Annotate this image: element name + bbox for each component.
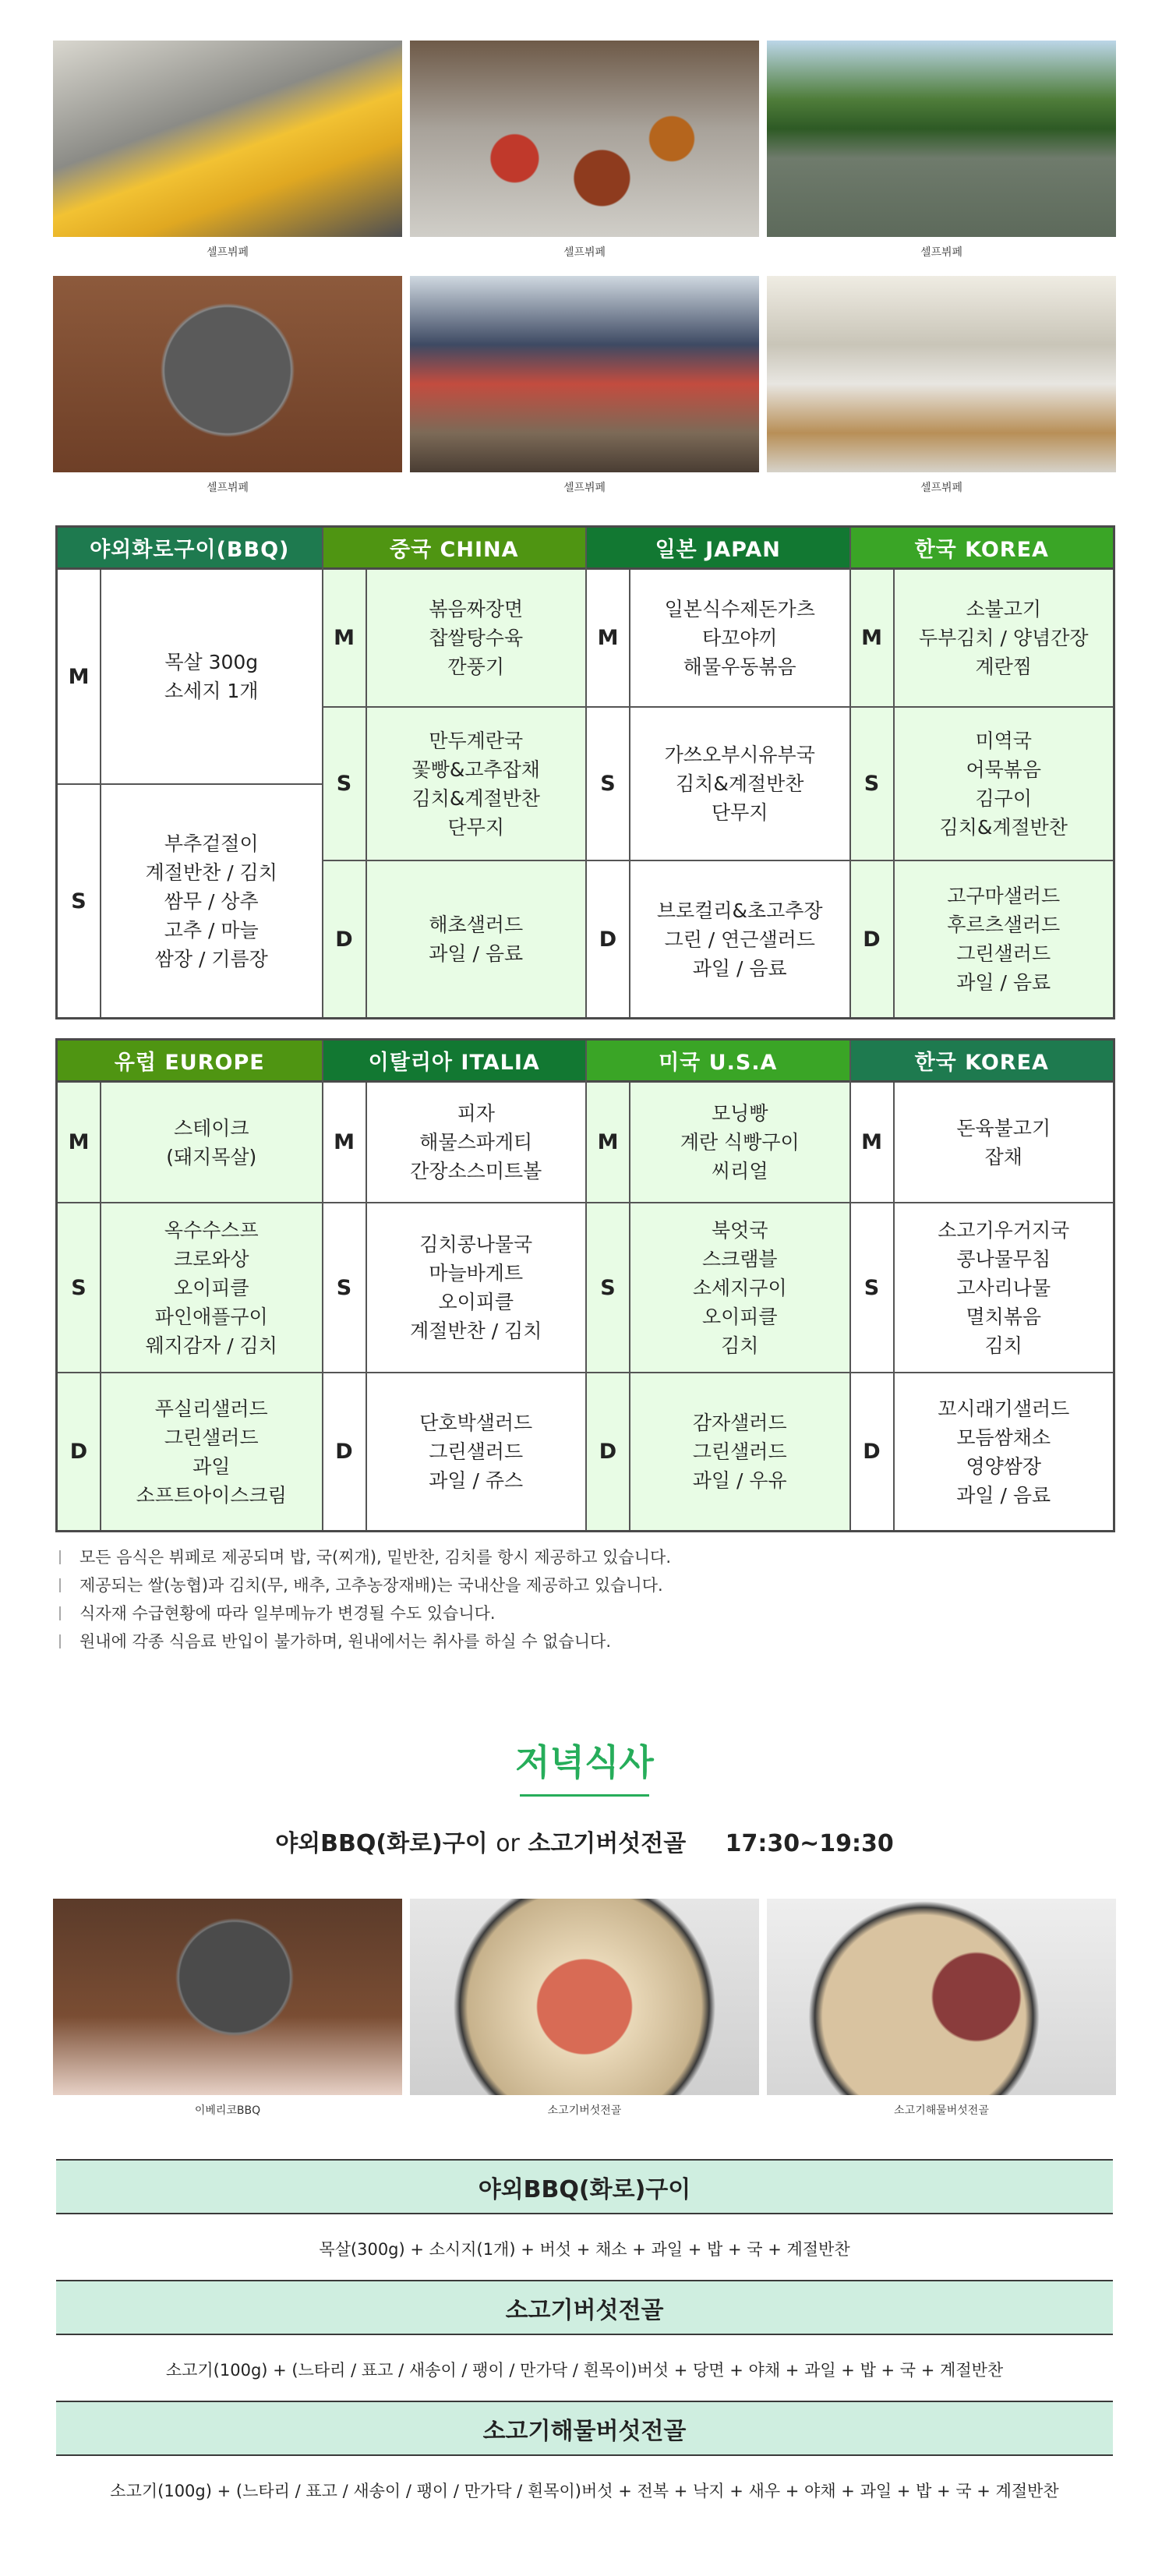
photo-caption: 셀프뷔페 [920,246,963,259]
row-content [895,570,1114,706]
menu-item: 목살 300g [164,651,259,673]
menu-item: 두부김치 / 양념간장 [918,627,1089,649]
column-header: 한국 KOREA [851,528,1114,570]
row-content [630,708,849,860]
menu-row-main [323,570,586,706]
menu-item: 그린샐러드 [692,1440,787,1463]
menu-column-usa [585,1041,849,1530]
menu-row-main [323,1083,586,1202]
menu-item: 계절반찬 / 김치 [410,1320,542,1342]
menu-item: 단호박샐러드 [419,1412,533,1434]
column-header: 미국 U.S.A [587,1041,849,1083]
menu-item: 깐풍기 [447,655,504,678]
menu-table-lunch [55,525,1115,1019]
gallery-item [410,41,759,260]
menu-row-dessert [851,1372,1114,1530]
menu-item: 과일 / 음료 [429,942,524,965]
menu-table-world [55,1038,1115,1532]
menu-item: 오이피클 [173,1276,249,1299]
menu-item: 콩나물무침 [956,1247,1051,1270]
column-header: 일본 JAPAN [587,528,849,570]
menu-item: 스크램블 [701,1247,778,1270]
menu-item: (돼지목살) [166,1145,257,1168]
menu-item: 그린샐러드 [956,942,1051,965]
row-label: D [58,1373,101,1530]
column-header: 이탈리아 ITALIA [323,1041,586,1083]
gallery-item [53,276,402,496]
menu-item: 감자샐러드 [692,1412,787,1434]
row-content [630,1203,849,1372]
dinner-option-desc: 소고기(100g) + (느타리 / 표고 / 새송이 / 팽이 / 만가닥 / 흰목이)버섯 + 당면 + 야채 + 과일 + 밥 + 국 + 계절반찬 [165,2361,1004,2380]
gallery-item [53,41,402,260]
menu-item: 잡채 [984,1145,1022,1168]
photo-caption: 셀프뷔페 [563,482,606,494]
menu-column-china [322,528,586,1017]
menu-column-europe [58,1041,322,1530]
menu-row-dessert [587,860,849,1017]
menu-item: 파인애플구이 [154,1305,268,1328]
menu-row-side [323,706,586,860]
menu-item: 꽃빵&고추잡채 [411,758,540,781]
menu-row-main [851,570,1114,706]
dinner-photo-gallery [53,1899,1116,2118]
menu-item: 오이피클 [701,1305,778,1328]
menu-row-main [58,1083,322,1202]
menu-row-side [851,1202,1114,1372]
beef-seafood-hotpot-photo [767,1899,1116,2095]
bbq-table-photo [53,276,402,472]
menu-item: 씨리얼 [712,1160,768,1182]
menu-item: 북엇국 [712,1218,768,1242]
row-label: M [851,570,895,706]
row-content [630,570,849,706]
row-label: S [323,708,367,860]
row-content [101,1083,322,1202]
menu-item: 찹쌀탕수육 [429,627,524,649]
row-label: D [323,1373,367,1530]
menu-item: 가쓰오부시유부국 [664,744,815,766]
menu-item: 소불고기 [966,598,1042,620]
kids-bbq-photo [410,276,759,472]
menu-column-korea [849,528,1114,1017]
note-item: 모든 음식은 뷔페로 제공되며 밥, 국(찌개), 밑반찬, 김치를 항시 제공하고 있습니다. [59,1543,1104,1571]
row-content [630,861,849,1017]
menu-item: 푸실리샐러드 [154,1397,268,1420]
row-label: D [851,1373,895,1530]
menu-column-japan [585,528,849,1017]
menu-item: 만두계란국 [429,729,524,752]
menu-item: 과일 / 쥬스 [429,1469,524,1492]
menu-item: 일본식수제돈가츠 [664,598,815,620]
menu-item: 김구이 [975,786,1032,810]
menu-item: 옥수수스프 [164,1218,259,1242]
dinner-option-desc: 목살(300g) + 소시지(1개) + 버섯 + 채소 + 과일 + 밥 + 국 + 계절반찬 [319,2240,850,2259]
note-item: 식자재 수급현황에 따라 일부메뉴가 변경될 수도 있습니다. [59,1599,1104,1627]
menu-item: 볶음짜장면 [429,598,524,620]
menu-row-dessert [58,1372,322,1530]
menu-item: 그린 / 연근샐러드 [664,928,815,951]
menu-item: 김치&계절반찬 [411,786,540,810]
menu-row-main [58,570,322,783]
menu-column-korea-2 [849,1041,1114,1530]
menu-item: 웨지감자 / 김치 [145,1334,277,1357]
dinner-option-b: 소고기버섯전골 [528,1830,687,1857]
menu-item: 소세지구이 [692,1276,787,1299]
menu-item: 과일 / 음료 [956,1483,1051,1507]
row-label: S [851,708,895,860]
photo-caption: 셀프뷔페 [206,246,249,259]
menu-row-side [851,706,1114,860]
menu-row-dessert [851,860,1114,1017]
outdoor-dining-photo [767,41,1116,237]
row-content [367,861,586,1017]
menu-item: 스테이크 [173,1116,249,1140]
dinner-or: or [496,1830,520,1857]
column-header: 유럽 EUROPE [58,1041,322,1083]
row-content [367,570,586,706]
row-content [101,1203,322,1372]
row-label: D [587,1373,630,1530]
dinner-time: 17:30~19:30 [725,1830,894,1857]
menu-item: 해초샐러드 [429,913,524,936]
dinner-option-desc: 소고기(100g) + (느타리 / 표고 / 새송이 / 팽이 / 만가닥 / 흰목이)버섯 + 전복 + 낙지 + 새우 + 야채 + 과일 + 밥 + 국 + 계절반찬 [110,2482,1059,2500]
menu-item: 고사리나물 [956,1276,1051,1299]
menu-item: 해물스파게티 [419,1131,533,1154]
menu-item: 타꼬야끼 [701,627,778,649]
gallery-item [767,276,1116,496]
menu-item: 고구마샐러드 [947,885,1061,907]
row-label: S [58,1203,101,1372]
menu-item: 영양쌈장 [966,1454,1042,1478]
menu-item: 쌈장 / 기름장 [154,947,268,970]
photo-gallery-middle [53,276,1116,496]
menu-column-bbq [58,528,322,1017]
column-header: 중국 CHINA [323,528,586,570]
row-label: S [587,1203,630,1372]
dining-hall-photo [767,276,1116,472]
dinner-option-a: 야외BBQ(화로)구이 [275,1830,488,1857]
row-content [895,1083,1114,1202]
row-content [367,1373,586,1530]
beef-mushroom-hotpot-photo [410,1899,759,2095]
row-content [630,1083,849,1202]
menu-row-side [58,783,322,1017]
menu-item: 해물우동볶음 [683,655,796,678]
menu-row-dessert [323,1372,586,1530]
title-underline [520,1794,649,1797]
row-content [630,1373,849,1530]
row-label: S [58,785,101,1017]
menu-row-dessert [587,1372,849,1530]
row-content [367,1083,586,1202]
row-label: M [323,570,367,706]
menu-item: 미역국 [975,729,1032,752]
menu-row-side [323,1202,586,1372]
menu-item: 김치&계절반찬 [676,772,804,795]
row-content [101,570,322,783]
menu-item: 과일 / 음료 [956,971,1051,994]
column-header: 야외화로구이(BBQ) [58,528,322,570]
menu-column-italia [322,1041,586,1530]
menu-item: 간장소스미트볼 [410,1160,542,1182]
row-label: D [587,861,630,1017]
menu-item: 멸치볶음 [966,1305,1042,1328]
menu-row-dessert [323,860,586,1017]
menu-item: 부추겉절이 [164,832,259,855]
menu-item: 과일 / 우유 [692,1469,787,1492]
row-content [367,708,586,860]
photo-caption: 셀프뷔페 [206,482,249,494]
menu-item: 소고기우거지국 [938,1218,1070,1242]
row-label: S [851,1203,895,1372]
photo-caption: 소고기버섯전골 [547,2104,622,2117]
menu-item: 마늘바게트 [429,1262,524,1284]
row-label: M [587,1083,630,1202]
photo-caption: 셀프뷔페 [563,246,606,259]
menu-item: 돈육불고기 [956,1116,1051,1140]
row-content [895,861,1114,1017]
menu-item: 김치콩나물국 [419,1233,533,1256]
menu-item: 후르츠샐러드 [947,913,1061,936]
menu-item: 크로와상 [173,1247,249,1270]
row-content [895,1203,1114,1372]
dinner-subtitle [0,1824,1169,1858]
menu-row-main [851,1083,1114,1202]
menu-item: 쌈무 / 상추 [164,889,259,913]
menu-item: 소세지 1개 [164,680,259,702]
row-content [367,1203,586,1372]
menu-item: 어묵볶음 [966,758,1042,781]
menu-item: 모닝빵 [712,1102,768,1125]
menu-item: 김치 [984,1334,1022,1357]
menu-row-main [587,570,849,706]
menu-item: 과일 / 음료 [692,956,787,980]
menu-row-main [587,1083,849,1202]
menu-item: 오이피클 [438,1291,514,1313]
row-content [895,1373,1114,1530]
gallery-item [767,41,1116,260]
photo-caption: 소고기해물버섯전골 [894,2104,989,2117]
menu-item: 과일 [192,1454,231,1478]
menu-item: 꼬시래기샐러드 [938,1397,1070,1420]
menu-row-side [587,1202,849,1372]
dinner-option-title: 소고기해물버섯전골 [56,2401,1113,2456]
row-label: S [323,1203,367,1372]
dinner-option-title: 소고기버섯전골 [56,2280,1113,2335]
row-label: M [58,570,101,783]
menu-row-side [587,706,849,860]
row-label: M [58,1083,101,1202]
menu-row-side [58,1202,322,1372]
row-content [101,1373,322,1530]
row-label: S [587,708,630,860]
menu-item: 소프트아이스크림 [136,1483,287,1507]
menu-item: 김치&계절반찬 [939,815,1068,839]
row-content [895,708,1114,860]
menu-item: 계절반찬 / 김치 [145,860,277,884]
menu-item: 그린샐러드 [429,1440,524,1463]
menu-item: 계란 식빵구이 [680,1131,800,1154]
row-content [101,785,322,1017]
row-label: D [851,861,895,1017]
column-header: 한국 KOREA [851,1041,1114,1083]
menu-item: 브로컬리&초고추장 [656,899,823,922]
photo-caption: 이베리코BBQ [194,2104,261,2117]
menu-item: 계란찜 [975,655,1032,678]
row-label: D [323,861,367,1017]
photo-caption: 셀프뷔페 [920,482,963,494]
gallery-item [410,1899,759,2118]
menu-item: 단무지 [712,801,768,824]
dinner-option-title: 야외BBQ(화로)구이 [56,2159,1113,2214]
row-label: M [851,1083,895,1202]
menu-item: 그린샐러드 [164,1426,259,1449]
menu-item: 피자 [457,1102,495,1125]
menu-item: 모듬쌈채소 [956,1426,1051,1449]
gallery-item [53,1899,402,2118]
menu-notes [59,1543,1104,1655]
buffet-line-photo [53,41,402,237]
dinner-section-title: 저녁식사 [515,1741,654,1783]
menu-item: 김치 [721,1334,759,1357]
menu-item: 단무지 [447,815,504,839]
gallery-item [410,276,759,496]
row-label: M [587,570,630,706]
buffet-pans-photo [410,41,759,237]
row-label: M [323,1083,367,1202]
note-item: 원내에 각종 식음료 반입이 불가하며, 원내에서는 취사를 하실 수 없습니다. [59,1627,1104,1655]
note-item: 제공되는 쌀(농협)과 김치(무, 배추, 고추농장재배)는 국내산을 제공하고 있습니다. [59,1571,1104,1599]
photo-gallery-top [53,41,1116,260]
iberico-bbq-photo [53,1899,402,2095]
menu-item: 고추 / 마늘 [164,918,259,942]
gallery-item [767,1899,1116,2118]
